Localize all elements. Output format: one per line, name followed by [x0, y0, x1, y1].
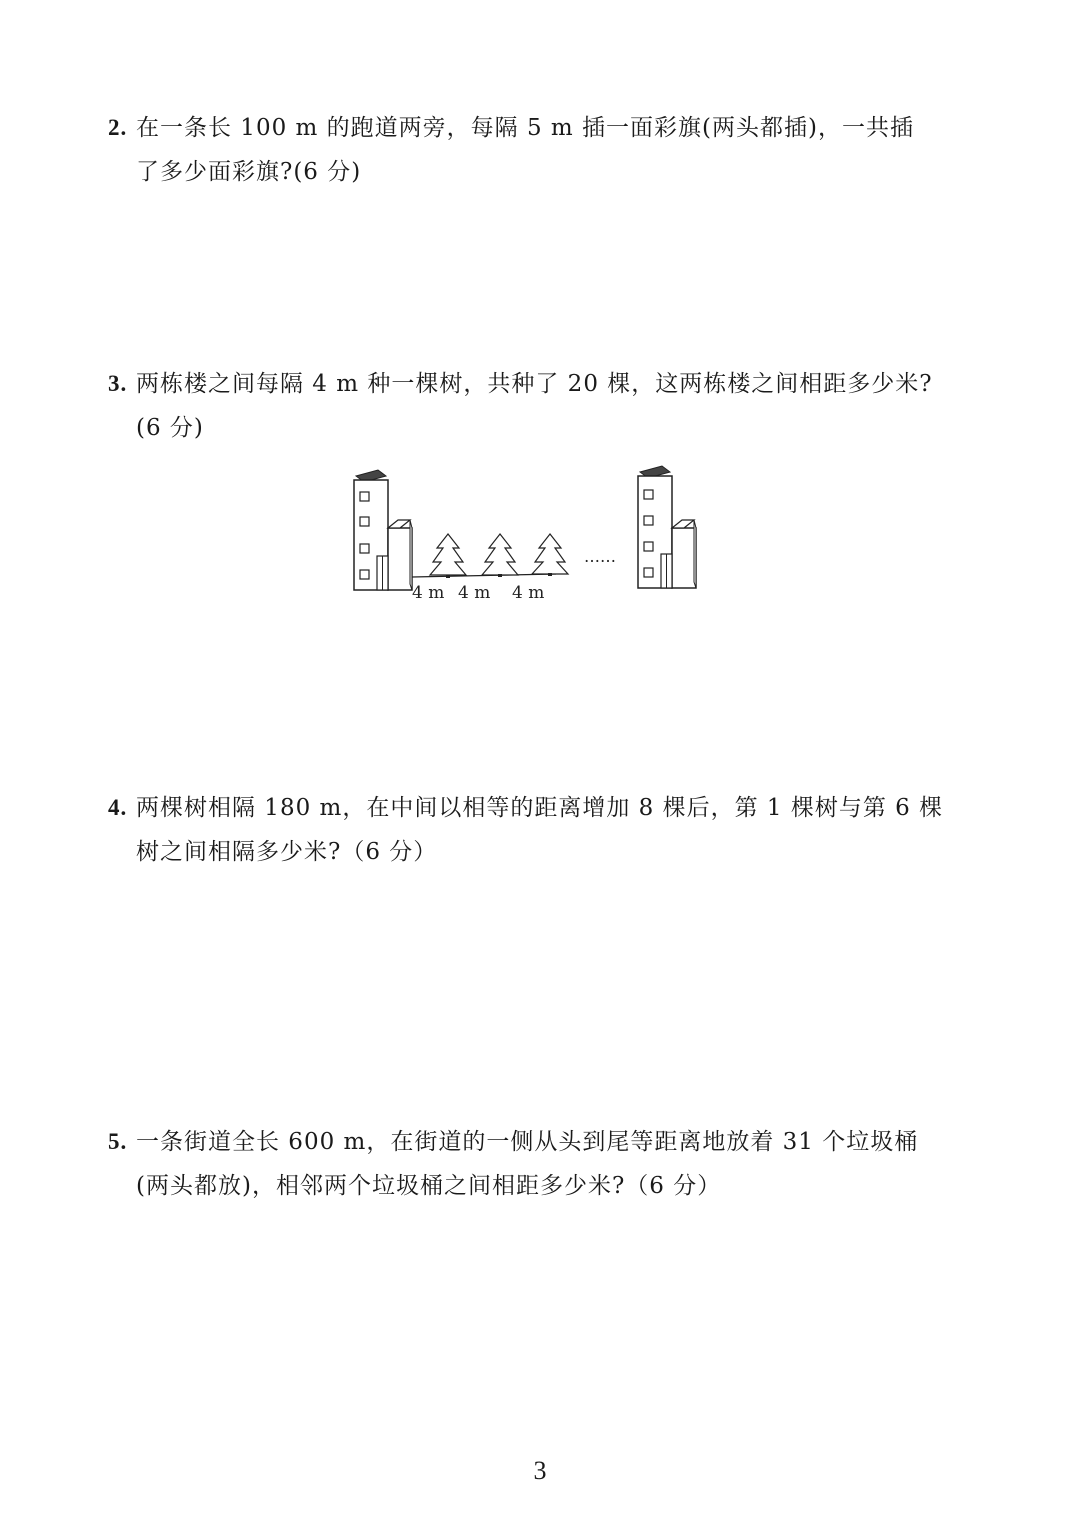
page-number: 3 [533, 1456, 547, 1485]
question-3-line-1 [108, 362, 933, 406]
question-3-text-2: (6 分) [136, 415, 204, 441]
question-3-number: 3. [108, 371, 128, 396]
tree-icon [482, 534, 518, 577]
question-4-line-1 [108, 786, 944, 830]
question-5-text-2: (两头都放)，相邻两个垃圾桶之间相距多少米?（6 分） [136, 1173, 722, 1199]
question-2 [108, 106, 928, 194]
question-4-text-2: 树之间相隔多少米?（6 分） [136, 839, 438, 865]
distance-label: 4 m [412, 583, 445, 603]
question-5-line-1 [108, 1120, 928, 1164]
question-4-number: 4. [108, 795, 128, 820]
distance-label: 4 m [458, 583, 491, 603]
question-4-text-1: 两棵树相隔 180 m，在中间以相等的距离增加 8 棵后，第 1 棵树与第 6 棵 [136, 795, 944, 821]
question-5-number: 5. [108, 1129, 128, 1154]
question-2-number: 2. [108, 115, 128, 140]
question-2-text-2: 了多少面彩旗?(6 分) [136, 159, 362, 185]
tree-icon [430, 534, 466, 578]
question-2-line-1 [108, 106, 928, 150]
question-3-text-1: 两栋楼之间每隔 4 m 种一棵树，共种了 20 棵，这两栋楼之间相距多少米? [136, 371, 933, 397]
buildings-trees-illustration [348, 462, 708, 612]
ellipsis: …… [584, 547, 616, 566]
question-5-text-1: 一条街道全长 600 m，在街道的一侧从头到尾等距离地放着 31 个垃圾桶 [136, 1129, 919, 1155]
tree-icon [532, 534, 568, 576]
right-building-icon [638, 466, 696, 588]
question-5 [108, 1120, 928, 1208]
distance-label: 4 m [512, 583, 545, 603]
question-3 [108, 362, 933, 450]
buildings-trees-figure [348, 462, 708, 612]
question-4 [108, 786, 944, 874]
question-2-text-1: 在一条长 100 m 的跑道两旁，每隔 5 m 插一面彩旗(两头都插)，一共插 [136, 115, 914, 141]
left-building-icon [354, 470, 412, 590]
